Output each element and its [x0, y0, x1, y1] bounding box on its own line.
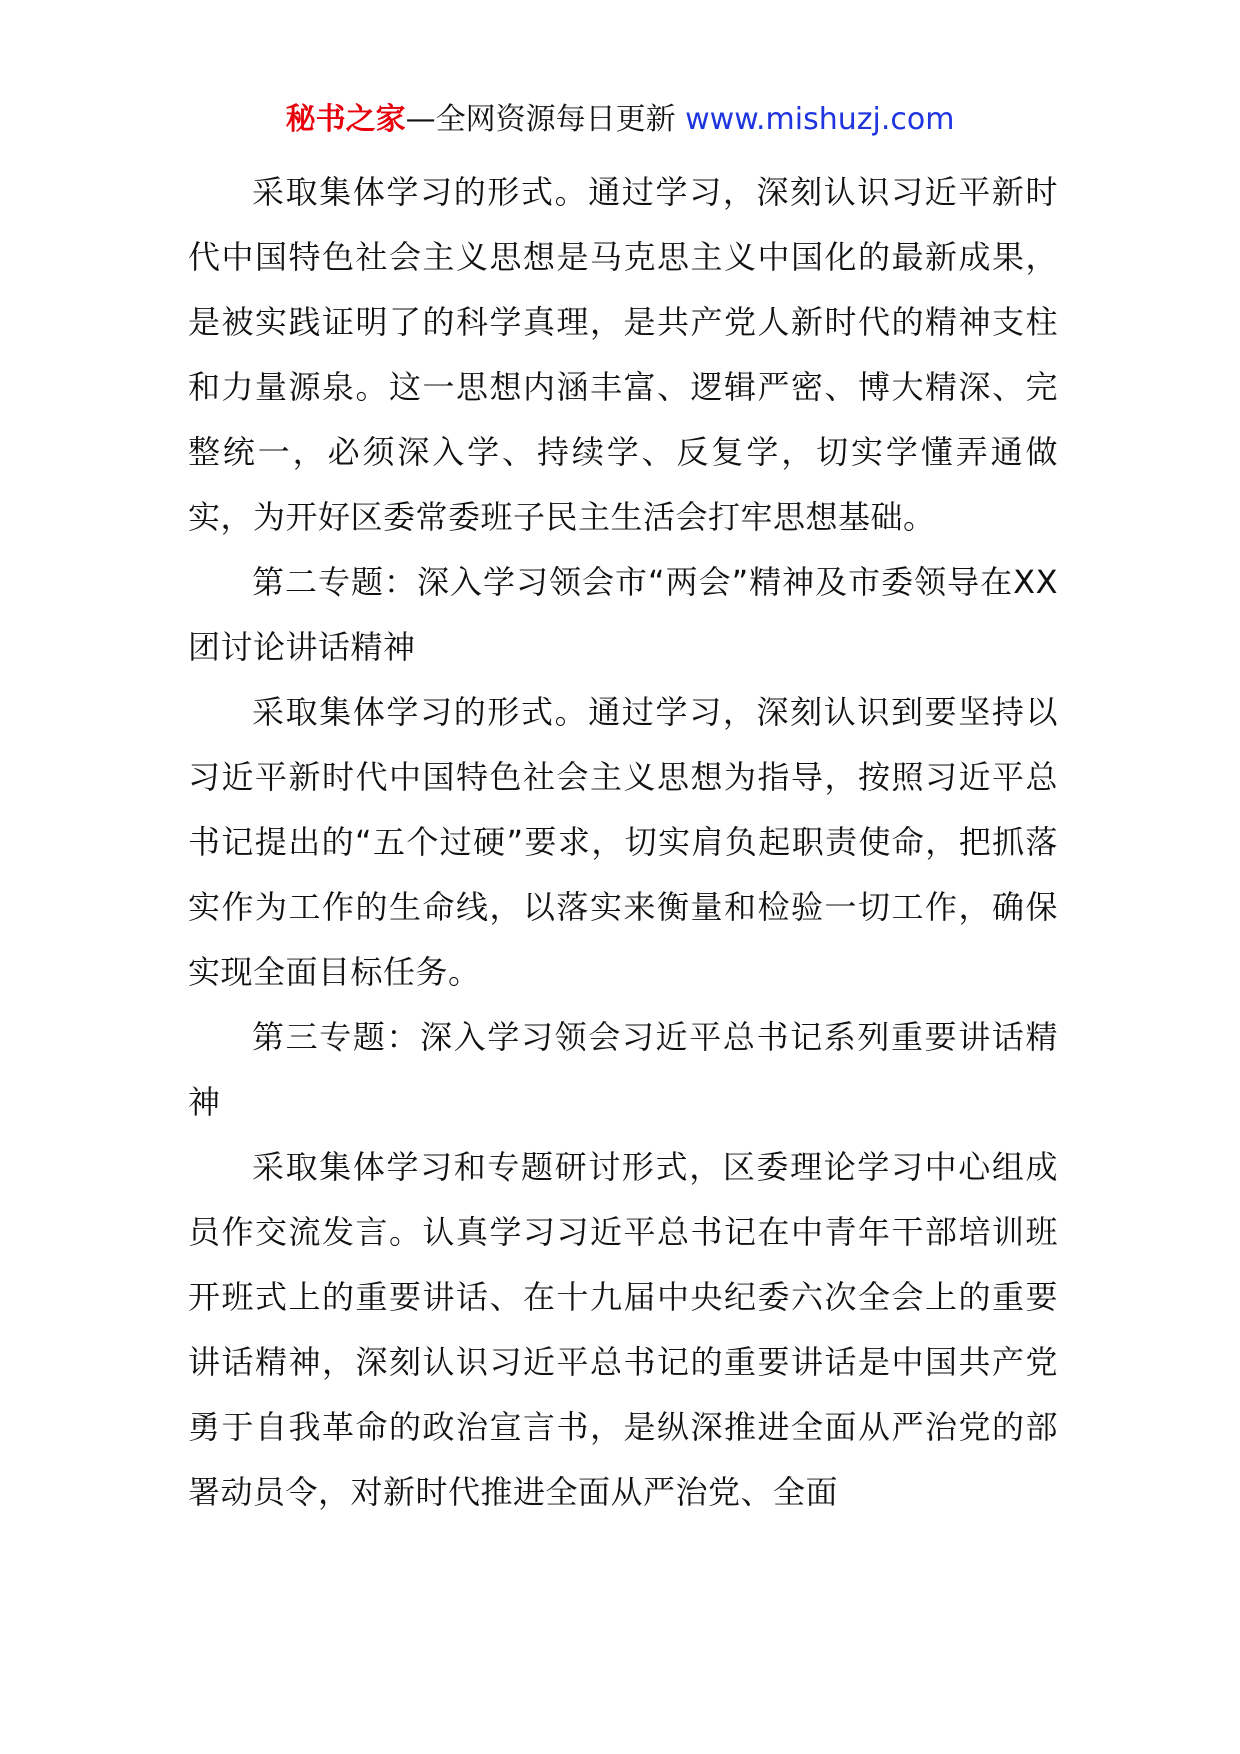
site-header [0, 100, 1240, 140]
site-url-link[interactable]: www.mishuzj.com [685, 102, 955, 137]
paragraph-study-form-2: 采取集体学习的形式。通过学习，深刻认识到要坚持以习近平新时代中国特色社会主义思想为指导，按照习近平总书记提出的“五个过硬”要求，切实肩负起职责使命，把抓落实作为工作的生命线，以落实来衡量和检验一切工作，确保实现全面目标任务。 [188, 693, 1058, 991]
section-heading-topic-2: 第二专题：深入学习领会市“两会”精神及市委领导在XX团讨论讲话精神 [188, 563, 1058, 666]
document-body [188, 160, 1058, 1525]
paragraph-study-form-1: 采取集体学习的形式。通过学习，深刻认识习近平新时代中国特色社会主义思想是马克思主义中国化的最新成果，是被实践证明了的科学真理，是共产党人新时代的精神支柱和力量源泉。这一思想内涵丰富、逻辑严密、博大精深、完整统一，必须深入学、持续学、反复学，切实学懂弄通做实，为开好区委常委班子民主生活会打牢思想基础。 [188, 173, 1058, 536]
paragraph-study-form-3: 采取集体学习和专题研讨形式，区委理论学习中心组成员作交流发言。认真学习习近平总书记在中青年干部培训班开班式上的重要讲话、在十九届中央纪委六次全会上的重要讲话精神，深刻认识习近平总书记的重要讲话是中国共产党勇于自我革命的政治宣言书，是纵深推进全面从严治党的部署动员令，对新时代推进全面从严治党、全面 [188, 1148, 1058, 1511]
section-heading-topic-3: 第三专题：深入学习领会习近平总书记系列重要讲话精神 [188, 1018, 1058, 1121]
brand-name: 秘书之家 [285, 102, 406, 137]
header-tagline: —全网资源每日更新 [405, 102, 676, 137]
